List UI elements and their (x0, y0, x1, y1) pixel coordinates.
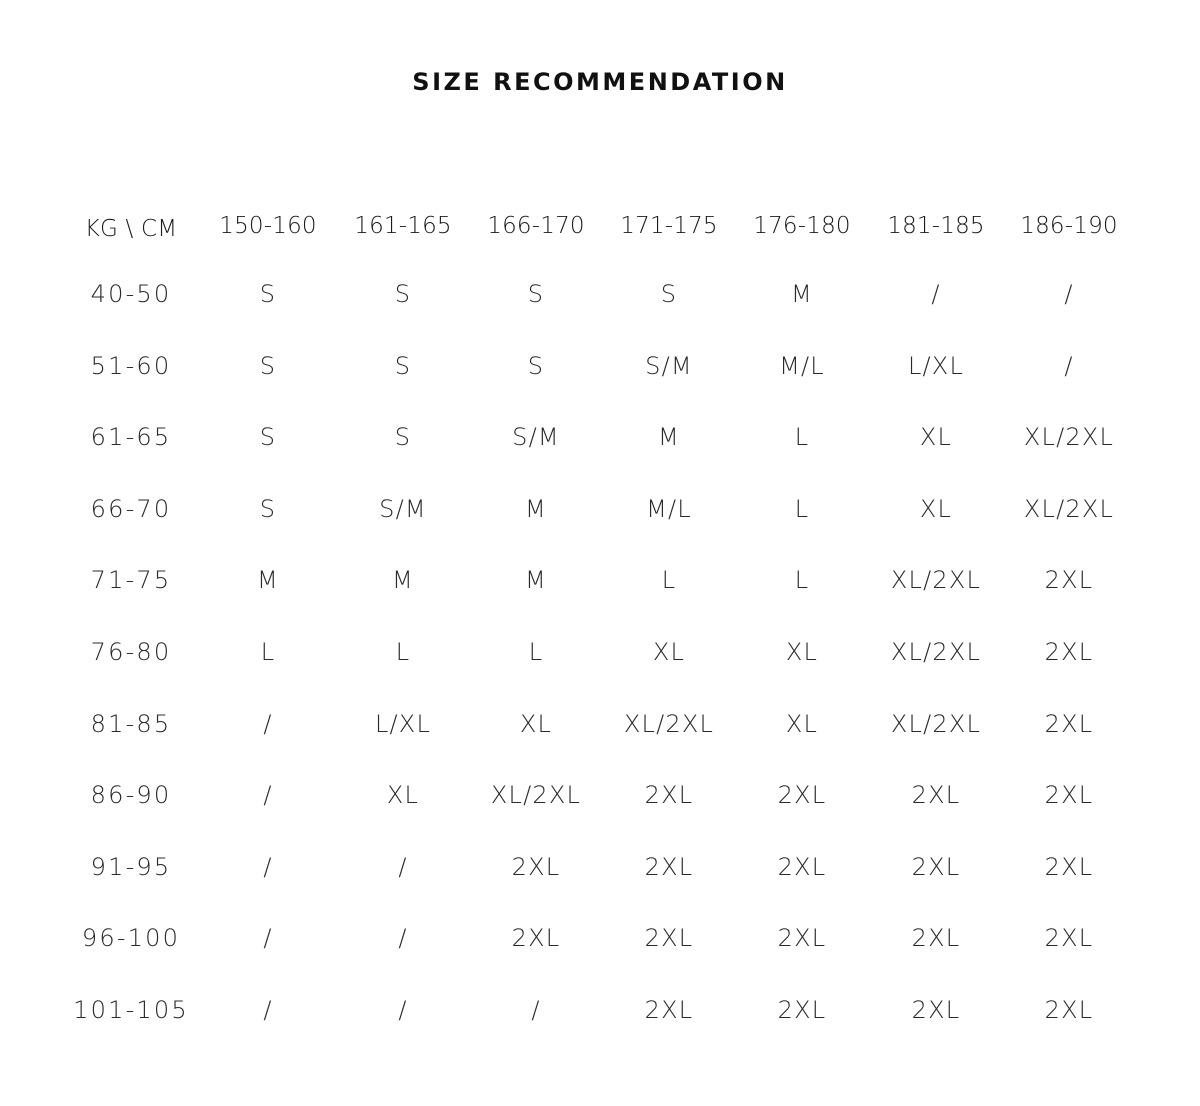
size-cell: 2XL (777, 996, 827, 1024)
size-cell: 2XL (511, 924, 561, 952)
size-cell: M (791, 280, 813, 308)
page-title: SIZE RECOMMENDATION (412, 68, 788, 96)
size-cell: S (527, 352, 545, 380)
size-cell: 2XL (644, 996, 694, 1024)
size-cell: L (794, 495, 810, 523)
size-cell: 2XL (911, 924, 961, 952)
size-cell: XL/2XL (490, 781, 582, 809)
size-cell: / (398, 924, 408, 952)
size-cell: / (531, 996, 541, 1024)
size-cell: 2XL (1044, 924, 1094, 952)
size-cell: XL (785, 638, 819, 666)
size-cell: 2XL (644, 853, 694, 881)
size-cell: XL/2XL (890, 710, 982, 738)
size-cell: L (794, 423, 810, 451)
size-cell: L (528, 638, 544, 666)
weight-row-header: 86-90 (90, 781, 172, 809)
height-column-header: 166-170 (487, 213, 585, 239)
size-cell: S (394, 423, 412, 451)
size-cell: S/M (645, 352, 693, 380)
size-cell: 2XL (777, 924, 827, 952)
size-cell: S (394, 280, 412, 308)
size-cell: / (263, 781, 273, 809)
weight-row-header: 101-105 (73, 996, 189, 1024)
size-cell: 2XL (644, 924, 694, 952)
height-column-header: 171-175 (620, 213, 718, 239)
size-cell: L (395, 638, 411, 666)
size-cell: XL/2XL (1023, 423, 1115, 451)
weight-row-header: 66-70 (90, 495, 172, 523)
weight-row-header: 96-100 (81, 924, 181, 952)
size-cell: M (525, 566, 547, 594)
size-cell: M (392, 566, 414, 594)
size-cell: S/M (379, 495, 427, 523)
size-cell: / (398, 853, 408, 881)
size-cell: XL/2XL (623, 710, 715, 738)
height-column-header: 181-185 (887, 213, 985, 239)
weight-row-header: 51-60 (90, 352, 172, 380)
size-cell: L (794, 566, 810, 594)
size-cell: 2XL (1044, 996, 1094, 1024)
size-cell: M/L (646, 495, 692, 523)
size-cell: 2XL (1044, 781, 1094, 809)
size-cell: / (1064, 352, 1074, 380)
size-cell: / (263, 996, 273, 1024)
size-cell: S (259, 352, 277, 380)
weight-row-header: 91-95 (90, 853, 172, 881)
height-column-header: 150-160 (219, 213, 317, 239)
size-cell: 2XL (777, 781, 827, 809)
size-cell: 2XL (1044, 710, 1094, 738)
size-cell: / (263, 853, 273, 881)
weight-row-header: 61-65 (90, 423, 172, 451)
size-cell: S (259, 280, 277, 308)
corner-header: KG \ CM (84, 216, 178, 242)
weight-row-header: 76-80 (90, 638, 172, 666)
size-cell: 2XL (1044, 566, 1094, 594)
size-cell: M/L (779, 352, 825, 380)
size-cell: S (394, 352, 412, 380)
size-cell: / (263, 924, 273, 952)
size-cell: L/XL (374, 710, 432, 738)
size-cell: XL (519, 710, 553, 738)
height-column-header: 186-190 (1020, 213, 1118, 239)
size-cell: / (1064, 280, 1074, 308)
size-cell: 2XL (911, 853, 961, 881)
size-cell: S (259, 423, 277, 451)
size-cell: 2XL (1044, 638, 1094, 666)
size-cell: XL (919, 495, 953, 523)
size-cell: / (263, 710, 273, 738)
weight-row-header: 40-50 (90, 280, 172, 308)
size-cell: S/M (512, 423, 560, 451)
size-cell: 2XL (644, 781, 694, 809)
size-cell: M (257, 566, 279, 594)
size-cell: XL/2XL (890, 638, 982, 666)
weight-row-header: 71-75 (90, 566, 172, 594)
size-cell: S (527, 280, 545, 308)
size-cell: L/XL (907, 352, 965, 380)
size-cell: 2XL (911, 996, 961, 1024)
size-cell: M (658, 423, 680, 451)
height-column-header: 176-180 (753, 213, 851, 239)
size-cell: XL/2XL (890, 566, 982, 594)
size-cell: 2XL (777, 853, 827, 881)
size-cell: XL (386, 781, 420, 809)
size-cell: L (661, 566, 677, 594)
size-cell: 2XL (1044, 853, 1094, 881)
size-cell: S (259, 495, 277, 523)
size-cell: / (398, 996, 408, 1024)
size-cell: 2XL (911, 781, 961, 809)
weight-row-header: 81-85 (90, 710, 172, 738)
size-cell: / (931, 280, 941, 308)
size-cell: M (525, 495, 547, 523)
size-cell: L (260, 638, 276, 666)
size-cell: XL (919, 423, 953, 451)
height-column-header: 161-165 (354, 213, 452, 239)
size-cell: XL/2XL (1023, 495, 1115, 523)
size-cell: 2XL (511, 853, 561, 881)
size-cell: XL (652, 638, 686, 666)
size-cell: S (660, 280, 678, 308)
size-cell: XL (785, 710, 819, 738)
